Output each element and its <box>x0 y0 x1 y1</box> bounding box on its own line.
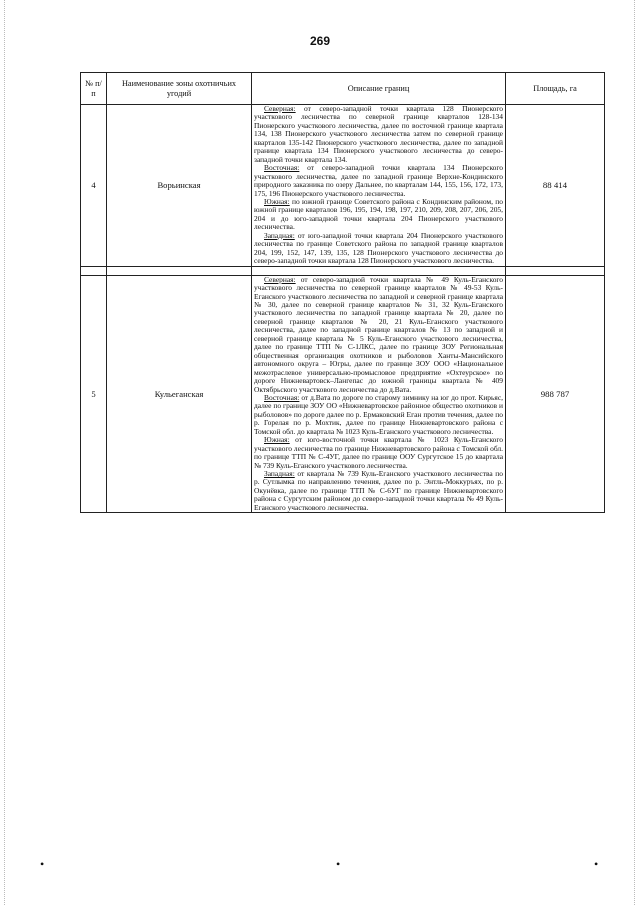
direction-label: Южная: <box>264 435 290 445</box>
boundary-text: от северо-западной точки квартала 134 Пионерского участкового лесничества, далее по западной границе Верхне-Кондинского природного заказника по озеру Дальнее, по кварталам 144, 155, 156, 172, 173, 175, 196 Пионерского участкового лесничества. <box>254 163 503 198</box>
direction-label: Западная: <box>264 230 295 240</box>
boundary-text: от юго-западной точки квартала 204 Пионерского участкового лесничества по границе Советского района по западной границе кварталов 204, 199, 152, 147, 139, 135, 128 Пионерского участкового лесничества до северо-западной точки квартала 128 Пионерского участкового лесничества. <box>254 230 503 266</box>
direction-label: Южная: <box>264 196 290 206</box>
separator-cell <box>107 266 252 275</box>
footer-mark: • <box>336 857 341 871</box>
scan-margin-left <box>4 0 6 905</box>
boundary-text: от квартала № 739 Куль-Еганского участкового лесничества по р. Сутлымка по направлению течения, далее по р. Энтль-Моккуръях, по р. Окунёвка, далее по границе ТТП № С-6УГ по границе Нижневартовского района с Сургутским районом до северо-западной точки квартала № 49 Куль-Еганского участкового лесничества. <box>254 469 503 512</box>
direction-label: Северная: <box>264 104 296 113</box>
separator-cell <box>81 266 107 275</box>
table-row <box>81 275 605 513</box>
header-area: Площадь, га <box>506 73 605 105</box>
boundary-west <box>254 232 503 266</box>
boundary-west <box>254 470 503 512</box>
zone-name: Кульеганская <box>107 275 252 513</box>
header-name: Наименование зоны охотничьих угодий <box>107 73 252 105</box>
boundary-text: от юго-восточной точки квартала № 1023 Куль-Еганского участкового лесничества по границе Нижневартовского района с Томской обл. по границе ТТП № С-4УГ, далее по границе ООУ Сургутское 15 до квартала № 739 Куль-Еганского участкового лесничества. <box>254 435 503 470</box>
boundary-south <box>254 198 503 232</box>
hunting-zones-table <box>80 72 605 513</box>
direction-label: Восточная: <box>264 392 300 402</box>
zone-area: 88 414 <box>506 105 605 267</box>
separator-cell <box>506 266 605 275</box>
header-num: № п/п <box>81 73 107 105</box>
page-number: 269 <box>309 34 331 48</box>
direction-label: Восточная: <box>264 163 300 173</box>
table-header-row <box>81 73 605 105</box>
zone-area: 988 787 <box>506 275 605 513</box>
boundary-description <box>252 275 506 513</box>
boundary-east <box>254 394 503 436</box>
boundary-text: от д.Вата по дороге по старому зимнику на юг до прот. Кирьяс, далее по границе ЗОУ ОО «Нижневартовское районное общество охотников и рыболовов» по дороге далее по р. Ермаковский Еган против течения, далее по р. Горелая по р. Мохтик, далее по границе Нижневартовского района с Томской обл. до квартала № 1023 Куль-Еганского участкового лесничества. <box>254 392 503 436</box>
table-row <box>81 105 605 267</box>
footer-mark: • <box>40 857 45 871</box>
direction-label: Северная: <box>264 274 296 284</box>
boundary-north <box>254 105 503 164</box>
boundary-text: по южной границе Советского района с Кондинским районом, по южной границе кварталов 196, 195, 194, 198, 197, 210, 209, 208, 207, 206, 205, 204 и до юго-западной точки квартала 204 Пионерского участкового лесничества. <box>254 196 503 232</box>
footer-mark: • <box>594 857 599 871</box>
boundary-south <box>254 436 503 470</box>
boundary-text: от северо-западной точки квартала 128 Пионерского участкового лесничества по северной границе кварталов 128-134 Пионерского участкового лесничества, далее по восточной границе квартала 134, 138 Пионерского участкового лесничества затем по северной границе кварталов 135-142 Пионерского участкового лесничества, далее по западной границе квартала 134 Пионерского участкового лесничества до северо-западной точки квартала 134. <box>254 104 503 164</box>
zone-name: Ворьинская <box>107 105 252 267</box>
boundary-description <box>252 105 506 267</box>
direction-label: Западная: <box>264 469 295 479</box>
header-description: Описание границ <box>252 73 506 105</box>
boundary-text: от северо-западной точки квартала № 49 Куль-Еганского участкового лесничества по северной границе кварталов № 49-53 Куль-Еганского участкового лесничества по западной и северной границе квартала № 30, далее по северной границе кварталов № 31, 32 Куль-Еганского участкового лесничества по западной границе квартала № 20, далее по северной границе кварталов № 20, 21 Куль-Еганского участкового лесничества, далее по западной границе кварталов № 13 по западной и северной границе квартала № 5 Куль-Еганского участкового лесничества, далее по границе ТТП № С-1ЛКС, далее по границе ЗОУ Региональная общественная организация охотников и рыболовов Ханты-Мансийского автономного округа – Югры, далее по границе ЗОУ ООО «Национальное межотраслевое универсально-промысловое предприятие «Охтеурское» по дороге Нижневартовск–Лангепас до южной границы квартала № 409 Октябрьского участкового лесничества до д.Вата. <box>254 274 503 394</box>
row-num: 4 <box>81 105 107 267</box>
scan-margin-right <box>634 0 636 905</box>
boundary-north <box>254 276 503 394</box>
boundary-east <box>254 164 503 198</box>
row-num: 5 <box>81 275 107 513</box>
